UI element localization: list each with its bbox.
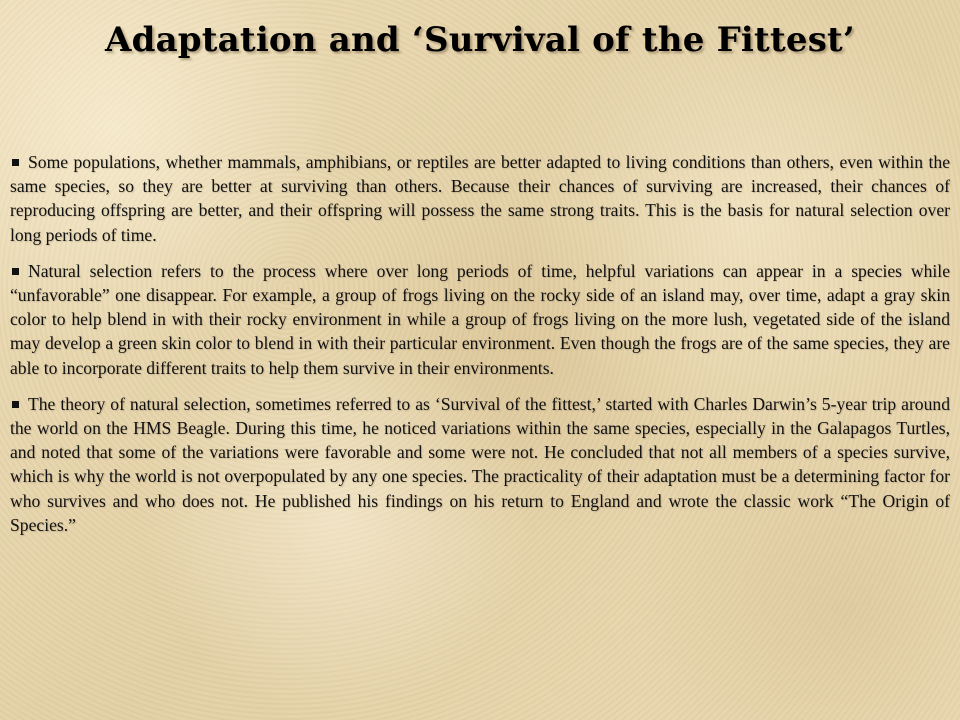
paragraph-darwin [10, 392, 950, 537]
paragraph-natural-selection [10, 259, 950, 380]
square-bullet-icon [12, 159, 19, 166]
paragraph-text: Some populations, whether mammals, amphibians, or reptiles are better adapted to living conditions than others, even within the same species, so they are better at surviving than others. Because their chances of surviving are increased, their chances of reproducing offspring are better, and their offspring will possess the same strong traits. This is the basis for natural selection over long periods of time. [10, 152, 950, 245]
paragraph-text: The theory of natural selection, sometimes referred to as ‘Survival of the fittest,’ started with Charles Darwin’s 5-year trip around the world on the HMS Beagle. During this time, he noticed variations within the same species, especially in the Galapagos Turtles, and noted that some of the variations were favorable and some were not. He concluded that not all members of a species survive, which is why the world is not overpopulated by any one species. The practicality of their adaptation must be a determining factor for who survives and who does not. He published his findings on his return to England and wrote the classic work “The Origin of Species.” [10, 393, 950, 535]
paragraph-populations [10, 150, 950, 247]
slide-body [10, 150, 950, 549]
paragraph-text: Natural selection refers to the process where over long periods of time, helpful variations can appear in a species while “unfavorable” one disappear. For example, a group of frogs living on the rocky side of an island may, over time, adapt a gray skin color to help blend in with their rocky environment in while a group of frogs living on the more lush, vegetated side of the island may develop a green skin color to blend in with their particular environment. Even though the frogs are of the same species, they are able to incorporate different traits to help them survive in their environments. [10, 260, 950, 378]
square-bullet-icon [12, 401, 19, 408]
slide-title: Adaptation and ‘Survival of the Fittest’ [105, 20, 855, 60]
square-bullet-icon [12, 268, 19, 275]
